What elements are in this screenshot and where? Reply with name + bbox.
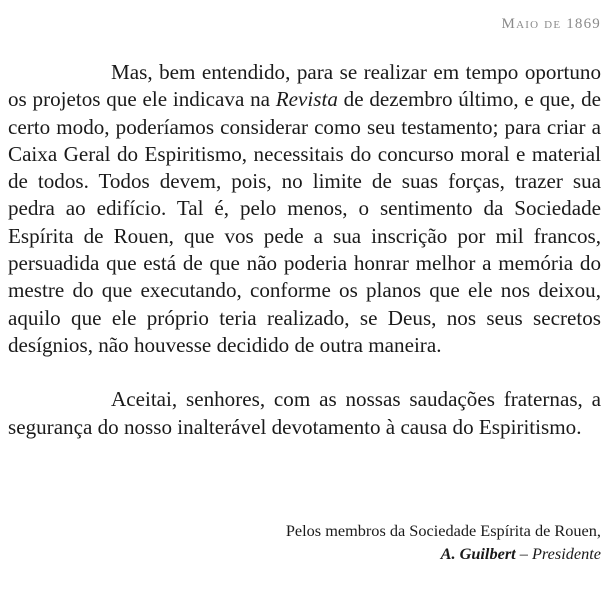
paragraph-1-part-2: de dezembro último, e que, de certo modo, poderíamos considerar como seu testamento; para criar a Caixa Geral do Espiritismo, necessitais do concurso moral e material de todos. Todos devem, pois, no limite de suas forças, trazer sua pedra ao edifício. Tal é, pelo menos, o sentimento da Sociedade Espírita de Rouen, que vos pede a sua inscrição por mil francos, persuadida que está de que não poderia honrar melhor a memória do mestre do que executando, conforme os planos que ele nos deixou, aquilo que ele próprio teria realizado, se Deus, nos seus secretos desígnios, não houvesse decidido de outra maneira.	[8, 87, 601, 357]
signature-line-2	[286, 542, 601, 565]
signatory-role: Presidente	[531, 544, 601, 563]
paragraph-1	[8, 59, 601, 359]
revista-title: Revista	[275, 87, 338, 112]
paragraph-2: Aceitai, senhores, com as nossas saudações fraternas, a segurança do nosso inalterável devotamento à causa do Espiritismo.	[8, 387, 601, 439]
signature-block	[286, 519, 601, 565]
signature-separator: –	[515, 544, 532, 563]
paragraph-1-part-1: Mas, bem entendido, para se realizar em tempo oportuno os projetos que ele indicava na	[8, 60, 601, 112]
running-header: Maio de 1869	[501, 16, 601, 32]
signatory-name: A. Guilbert	[440, 544, 516, 563]
signature-line-1: Pelos membros da Sociedade Espírita de Rouen,	[285, 521, 601, 540]
letter-body	[8, 59, 601, 441]
